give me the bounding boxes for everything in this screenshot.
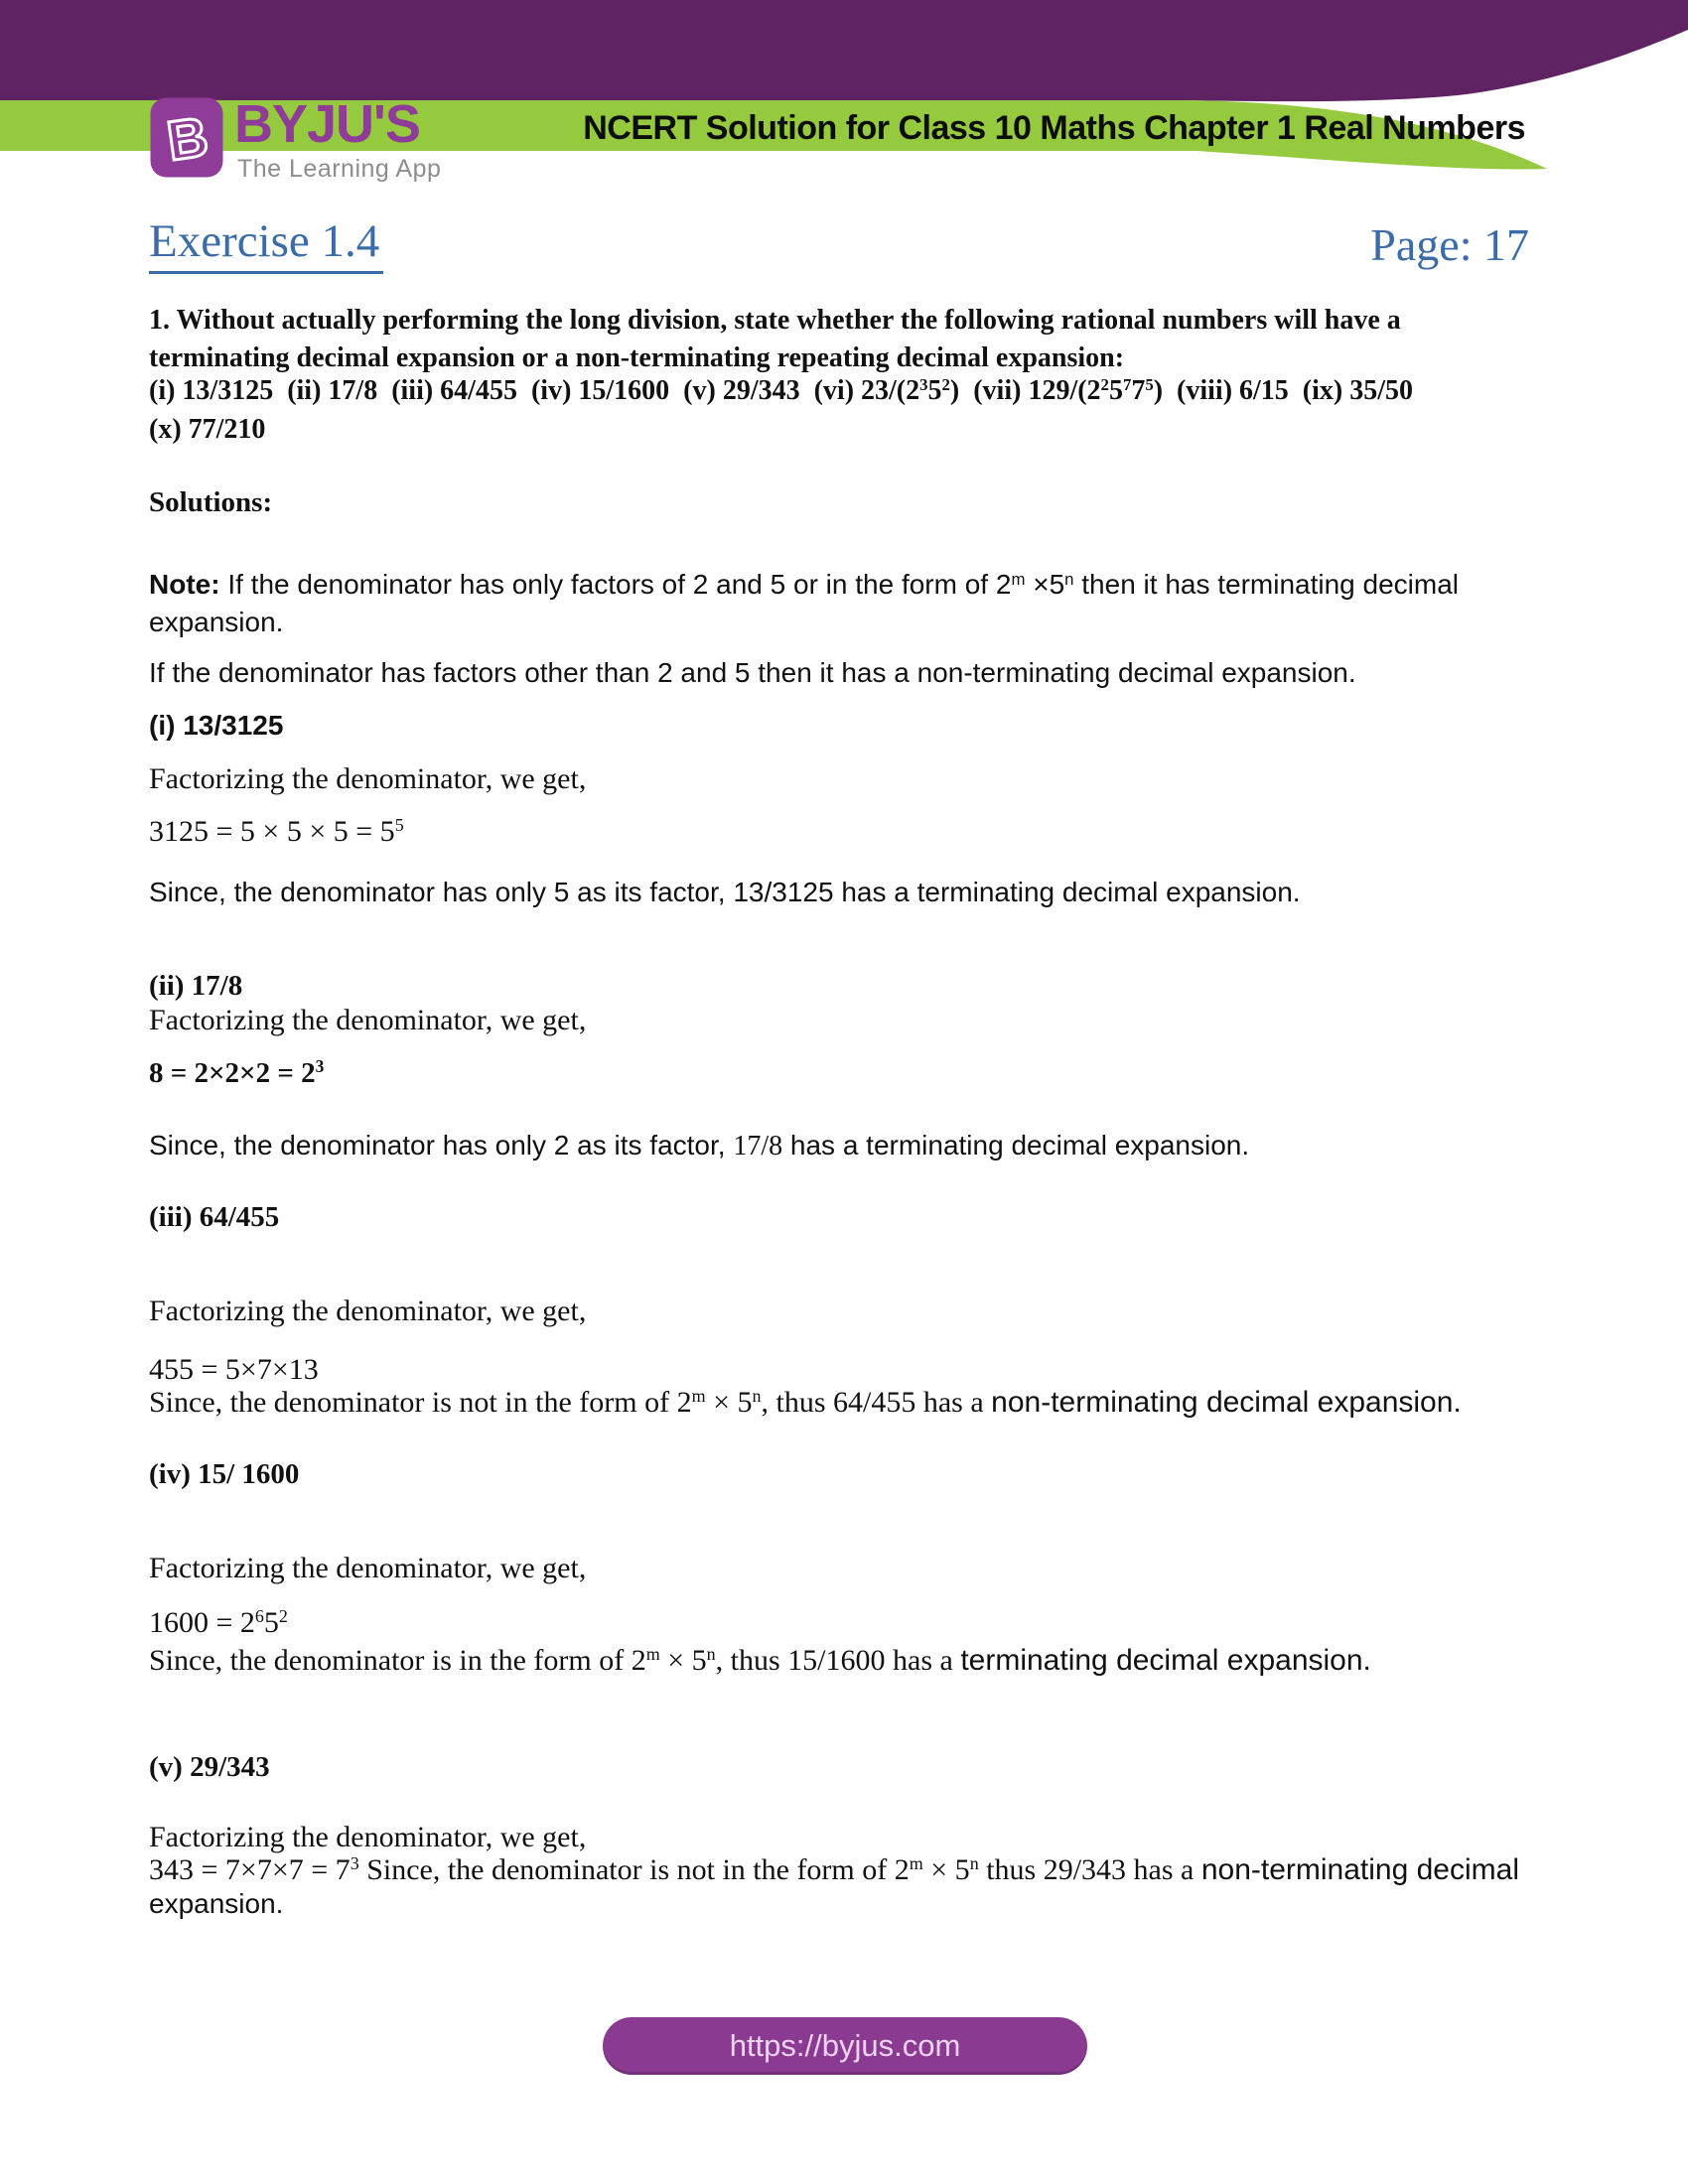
section-i-heading: (i) 13/3125 [149, 710, 284, 741]
section-ii-conclusion: Since, the denominator has only 2 as its factor, 17/8 has a terminating decimal expansion. [149, 1130, 1250, 1161]
section-ii-math: $8 = 2\times 2\times 2 = 2^3$ [149, 1056, 325, 1089]
section-iii-factorize: Factorizing the denominator, we get, [149, 1295, 587, 1327]
document-title: NCERT Solution for Class 10 Maths Chapter 1 Real Numbers [583, 109, 1525, 147]
section-iii-heading: (iii) 64/455 [149, 1201, 280, 1233]
note-line-2: expansion. [149, 607, 284, 637]
section-v-heading: (v) 29/343 [149, 1751, 270, 1783]
question-line-1: 1. Without actually performing the long division, state whether the following rational numbers will have a [149, 305, 1401, 336]
section-iii-conclusion: Since, the denominator is not in the form of $2^m \times 5^n$, thus 64/455 has a non-terminating decimal expansion. [149, 1386, 1462, 1419]
section-v-line-1: $343 = 7\times 7\times 7 = 7^3$ Since, the denominator is not in the form of $2^m \times 5^n$ thus 29/343 has a non-terminating decimal [149, 1853, 1519, 1886]
section-iv-conclusion: Since, the denominator is in the form of $2^m \times 5^n$, thus 15/1600 has a terminating decimal expansion. [149, 1644, 1371, 1677]
section-v-line-2: expansion. [149, 1888, 284, 1919]
logo-letter: B [163, 104, 212, 173]
section-i-factorize: Factorizing the denominator, we get, [149, 762, 587, 795]
solutions-label: Solutions: [149, 486, 273, 518]
section-v-factorize: Factorizing the denominator, we get, [149, 1821, 587, 1853]
question-line-3: (i) 13/3125 (ii) 17/8 (iii) 64/455 (iv) 15/1600 (v) 29/343 (vi) $23/(2^35^2)$ (vii) $129/(2^25^77^5)$ (viii) 6/15 (ix) 35/50 [149, 374, 1414, 406]
page-number: Page: 17 [1370, 219, 1529, 270]
section-iv-heading: (iv) 15/ 1600 [149, 1458, 300, 1490]
section-ii-heading: (ii) 17/8 [149, 970, 243, 1002]
question-line-4: (x) 77/210 [149, 414, 266, 445]
purple-band-shape [0, 0, 1688, 101]
exercise-heading: Exercise 1.4 [149, 216, 383, 274]
question-line-2: terminating decimal expansion or a non-terminating repeating decimal expansion: [149, 342, 1125, 373]
byjus-url-button[interactable] [603, 2017, 1087, 2075]
section-iv-factorize: Factorizing the denominator, we get, [149, 1552, 587, 1584]
section-iv-math: $1600 = 2^65^2$ [149, 1606, 288, 1639]
section-i-conclusion: Since, the denominator has only 5 as its factor, 13/3125 has a terminating decimal expansion. [149, 877, 1301, 907]
section-i-math: $3125 = 5 \times 5 \times 5 = 5^5$ [149, 815, 404, 848]
section-ii-factorize: Factorizing the denominator, we get, [149, 1004, 587, 1036]
brand-tagline: The Learning App [237, 155, 442, 183]
section-iii-math: 455 = 5×7×13 [149, 1353, 319, 1386]
note-line-3: If the denominator has factors other than 2 and 5 then it has a non-terminating decimal expansion. [149, 657, 1356, 688]
byjus-logo-icon [149, 96, 224, 179]
byjus-logo [149, 96, 224, 179]
brand-name: BYJU'S [234, 94, 420, 154]
note-line-1: Note: If the denominator has only factors of 2 and 5 or in the form of $2^m \times 5^n$ then it has terminating decimal [149, 569, 1460, 600]
byjus-url-label: https://byjus.com [729, 2028, 961, 2063]
